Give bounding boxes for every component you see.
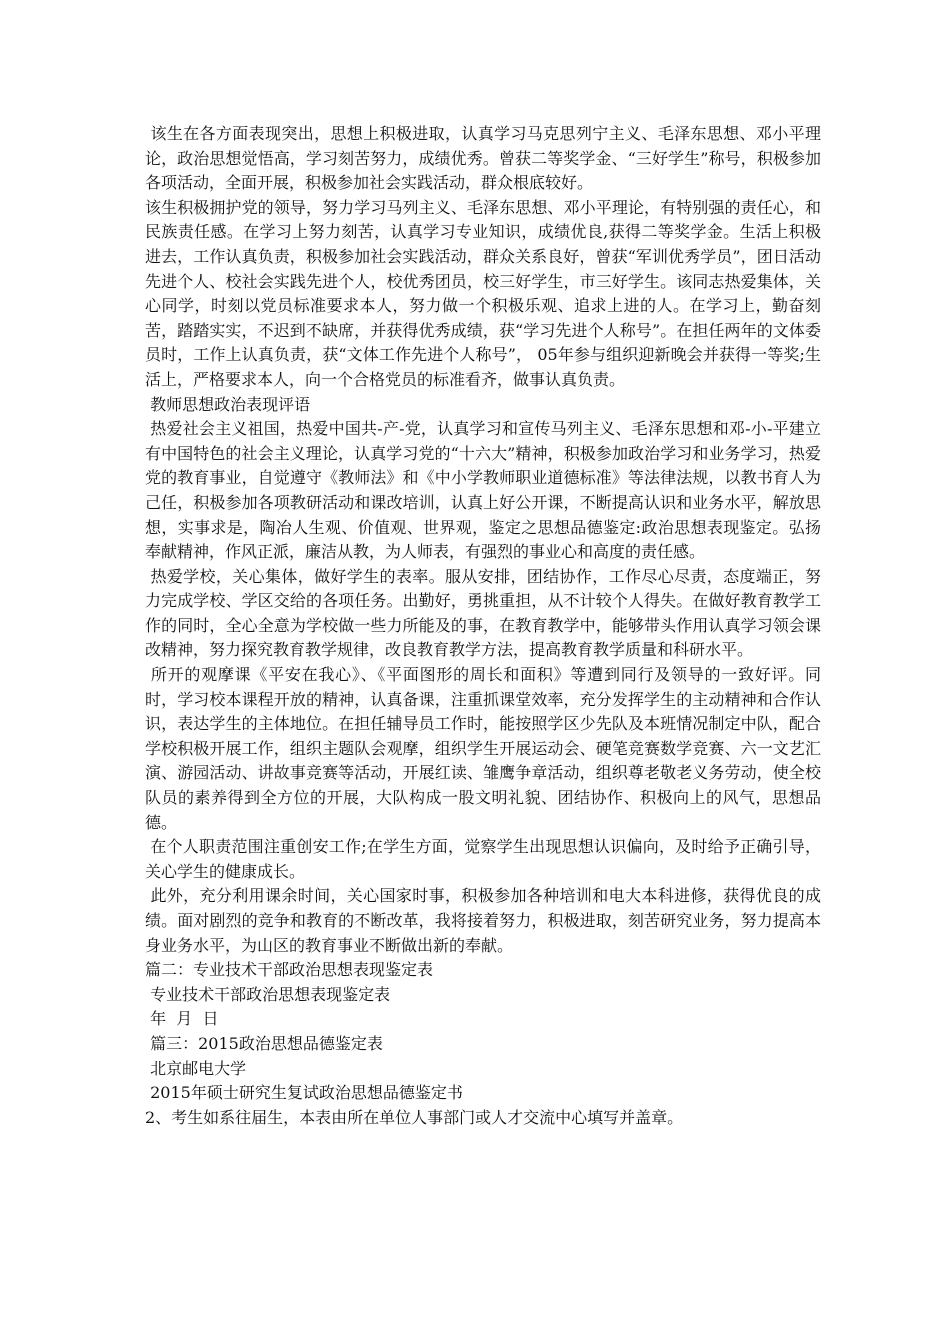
paragraph-student-evaluation-2: 该生积极拥护党的领导，努力学习马列主义、毛泽东思想、邓小平理论，有特别强的责任心，和民族责任感。在学习上努力刻苦，认真学习专业知识，成绩优良,获得二等奖学金。生活上积极进去，工作认真负责，积极参加社会实践活动，群众关系良好，曾获“军训优秀学员”，团日活动先进个人、校社会实践先进个人，校优秀团员，校三好学生，市三好学生。该同志热爱集体，关心同学，时刻以党员标准要求本人，努力做一个积极乐观、追求上进的人。在学习上，勤奋刻苦，踏踏实实，不迟到不缺席，并获得优秀成绩，获“学习先进个人称号”。在担任两年的文体委员时，工作上认真负责，获“文体工作先进个人称号”， 05年参与组织迎新晚会并获得一等奖;生活上，严格要求本人，向一个合格党员的标准看齐，做事认真负责。 <box>145 197 821 389</box>
paragraph-teacher-evaluation-4: 在个人职责范围注重创安工作;在学生方面，觉察学生出现思想认识偏向，及时给予正确引导，关心学生的健康成长。 <box>145 837 821 881</box>
document-body <box>145 122 821 1130</box>
form-title-professional-staff: 专业技术干部政治思想表现鉴定表 <box>145 984 391 1004</box>
paragraph-student-evaluation-1: 该生在各方面表现突出，思想上积极进取，认真学习马克思列宁主义、毛泽东思想、邓小平理论，政治思想觉悟高，学习刻苦努力，成绩优秀。曾获二等奖学金、“三好学生”称号，积极参加各项活动，全面开展，积极参加社会实践活动，群众根底较好。 <box>145 124 821 193</box>
paragraph-teacher-evaluation-1: 热爱社会主义祖国，热爱中国共-产-党，认真学习和宣传马列主义、毛泽东思想和邓-小-平建立有中国特色的社会主义理论，认真学习党的“十六大”精神，积极参加政治学习和业务学习，热爱党的教育事业，自觉遵守《教师法》和《中小学教师职业道德标准》等法律法规，以教书育人为己任，积极参加各项教研活动和课改培训，认真上好公开课，不断提高认识和业务水平，解放思想，实事求是，陶冶人生观、价值观、世界观，鉴定之思想品德鉴定:政治思想表现鉴定。弘扬奉献精神，作风正派，廉洁从教，为人师表，有强烈的事业心和高度的责任感。 <box>145 419 821 562</box>
section-heading-teacher-evaluation: 教师思想政治表现评语 <box>145 394 311 414</box>
form-title-graduate-exam: 2015年硕士研究生复试政治思想品德鉴定书 <box>145 1083 463 1103</box>
paragraph-teacher-evaluation-5: 此外，充分利用课余时间，关心国家时事，积极参加各种培训和电大本科进修，获得优良的成绩。面对剧烈的竞争和教育的不断改革，我将接着努力，积极进取，刻苦研究业务，努力提高本身业务水平，为山区的教育事业不断做出新的奉献。 <box>145 886 821 955</box>
section-heading-part-three: 篇三：2015政治思想品德鉴定表 <box>145 1033 383 1053</box>
section-heading-part-two: 篇二：专业技术干部政治思想表现鉴定表 <box>145 960 434 980</box>
instruction-note: 2、考生如系往届生，本表由所在单位人事部门或人才交流中心填写并盖章。 <box>145 1107 684 1127</box>
university-name: 北京邮电大学 <box>145 1058 247 1078</box>
date-line: 年 月 日 <box>145 1009 219 1029</box>
paragraph-teacher-evaluation-2: 热爱学校，关心集体，做好学生的表率。服从安排，团结协作，工作尽心尽责，态度端正，努力完成学校、学区交给的各项任务。出勤好，勇挑重担，从不计较个人得失。在做好教育教学工作的同时，全心全意为学校做一些力所能及的事，在教育教学中，能够带头作用认真学习领会课改精神，努力探究教育教学规律，改良教育教学方法，提高教育教学质量和科研水平。 <box>145 566 821 660</box>
paragraph-teacher-evaluation-3: 所开的观摩课《平安在我心》、《平面图形的周长和面积》等遭到同行及领导的一致好评。同时，学习校本课程开放的精神，认真备课，注重抓课堂效率，充分发挥学生的主动精神和合作认识，表达学生的主体地位。在担任辅导员工作时，能按照学区少先队及本班情况制定中队，配合学校积极开展工作，组织主题队会观摩，组织学生开展运动会、硬笔竞赛数学竞赛、六一文艺汇演、游园活动、讲故事竞赛等活动，开展红读、雏鹰争章活动，组织尊老敬老义务劳动，使全校队员的素养得到全方位的开展，大队构成一股文明礼貌、团结协作、积极向上的风气，思想品德。 <box>145 665 821 832</box>
